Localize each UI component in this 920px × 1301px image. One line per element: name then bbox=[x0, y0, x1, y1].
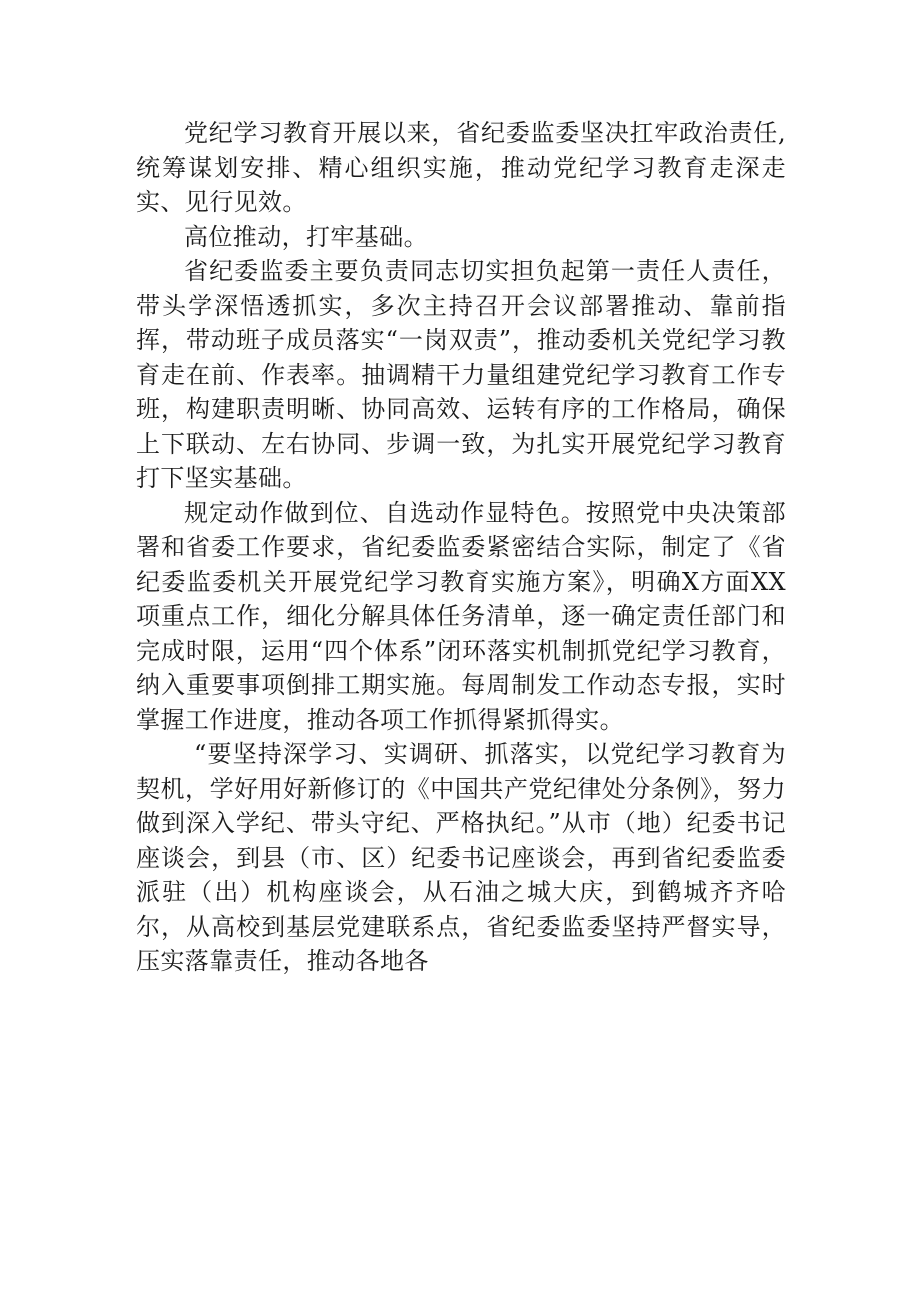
section-heading: 高位推动，打牢基础。 bbox=[184, 222, 428, 251]
document-body bbox=[136, 116, 786, 979]
paragraph-leadership: 省纪委监委主要负责同志切实担负起第一责任人责任，带头学深悟透抓实，多次主持召开会议部署推动、靠前指挥，带动班子成员落实“一岗双责”，推动委机关党纪学习教育走在前、作表率。抽调精干力量组建党纪学习教育工作专班，构建职责明晰、协同高效、运转有序的工作格局，确保上下联动、左右协同、步调一致，为扎实开展党纪学习教育打下坚实基础。 bbox=[136, 257, 786, 492]
paragraph-quote: “要坚持深学习、实调研、抓落实，以党纪学习教育为契机，学好用好新修订的《中国共产党纪律处分条例》，努力做到深入学纪、带头守纪、严格执纪。”从市（地）纪委书记座谈会，到县（市、区）纪委书记座谈会，再到省纪委监委派驻（出）机构座谈会，从石油之城大庆，到鹤城齐齐哈尔，从高校到基层党建联系点，省纪委监委坚持严督实导，压实落靠责任，推动各地各 bbox=[136, 740, 786, 975]
paragraph-intro: 党纪学习教育开展以来，省纪委监委坚决扛牢政治责任,统筹谋划安排、精心组织实施，推动党纪学习教育走深走实、见行见效。 bbox=[136, 119, 786, 216]
paragraph-actions: 规定动作做到位、自选动作显特色。按照党中央决策部署和省委工作要求，省纪委监委紧密结合实际，制定了《省纪委监委机关开展党纪学习教育实施方案》，明确X方面XX项重点工作，细化分解具体任务清单，逐一确定责任部门和完成时限，运用“四个体系”闭环落实机制抓党纪学习教育，纳入重要事项倒排工期实施。每周制发工作动态专报，实时掌握工作进度，推动各项工作抓得紧抓得实。 bbox=[136, 498, 786, 734]
